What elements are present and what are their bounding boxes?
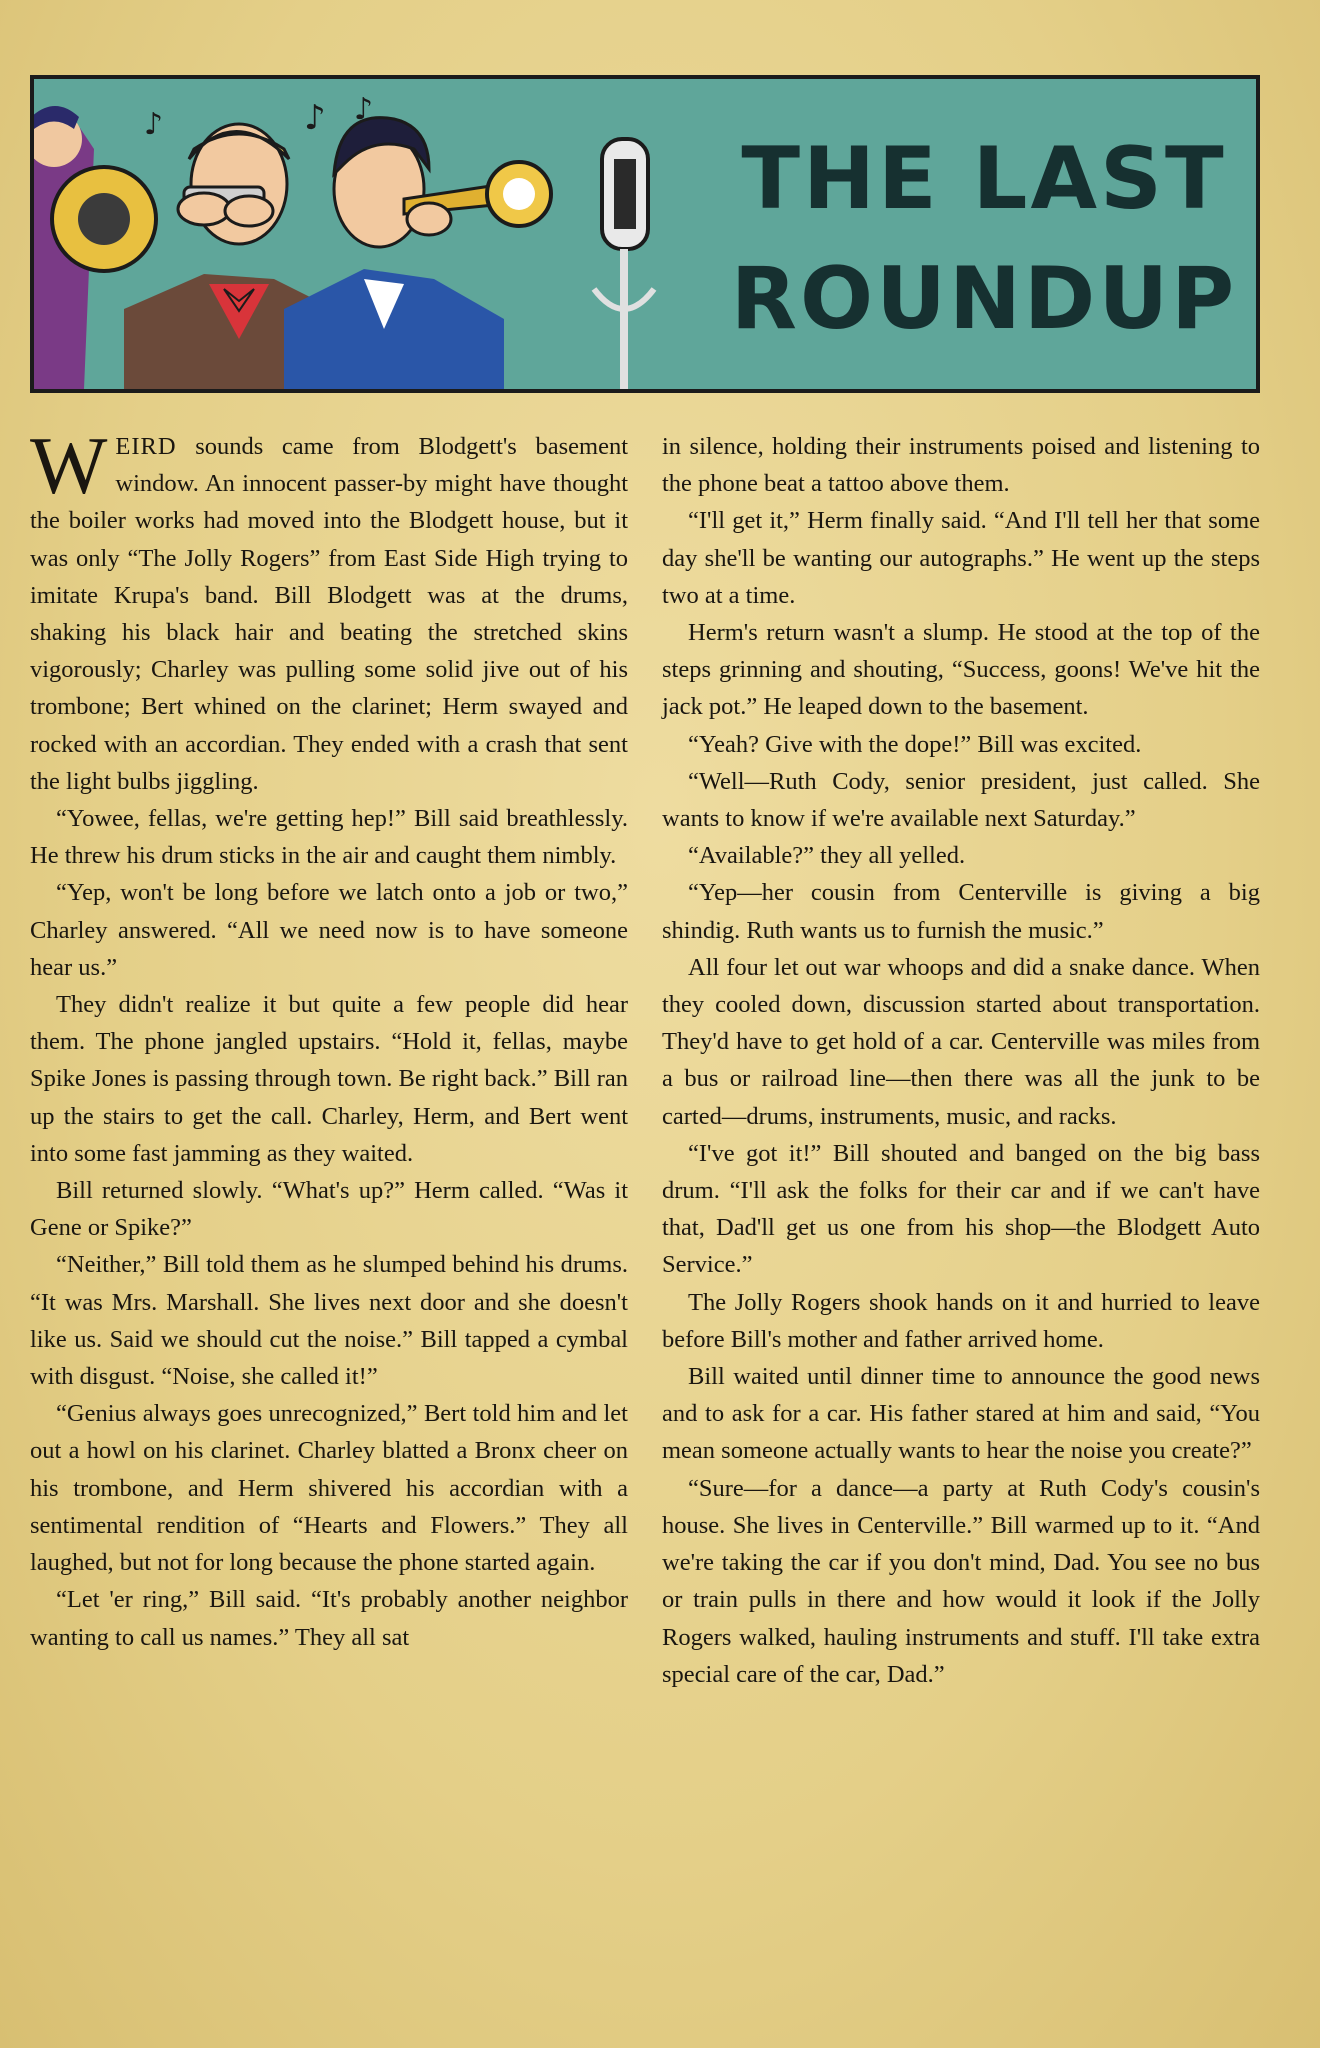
paragraph: “Yowee, fellas, we're getting hep!” Bill said breathlessly. He threw his drum sticks in the air and caught them nimbly.	[30, 805, 628, 870]
paragraph: “I've got it!” Bill shouted and banged on the big bass drum. “I'll ask the folks for their car and if we can't have that, Dad'll get us one from his shop—the Blodgett Auto Service.”	[662, 1139, 1260, 1279]
paragraph: “Available?” they all yelled.	[688, 842, 966, 870]
paragraph: “Yeah? Give with the dope!” Bill was excited.	[688, 730, 1142, 758]
svg-text:♪: ♪	[304, 98, 326, 138]
paragraph: Bill waited until dinner time to announce the good news and to ask for a car. His father stared at him and said, “You mean someone actually wants to hear the noise you create?”	[662, 1363, 1260, 1465]
paragraph: “Genius always goes unrecognized,” Bert told him and let out a howl on his clarinet. Charley blatted a Bronx cheer on his trombone, and Herm shivered his accordian with a sentimental rendition of “Hearts and Flowers.” They all laughed, but not for long because the phone started again.	[30, 1400, 628, 1577]
paragraph: They didn't realize it but quite a few people did hear them. The phone jangled upstairs. “Hold it, fellas, maybe Spike Jones is passing through town. Be right back.” Bill ran up the stairs to get the call. Charley, Herm, and Bert went into some fast jamming as they waited.	[30, 991, 628, 1167]
svg-text:♪: ♪	[144, 107, 164, 142]
paragraph: “Let 'er ring,” Bill said. “It's probably another neighbor wanting to call us names.” They all sat	[30, 1586, 628, 1651]
title-line-2: ROUNDUP	[730, 249, 1238, 349]
paragraph: The Jolly Rogers shook hands on it and hurried to leave before Bill's mother and father arrived home.	[662, 1288, 1260, 1353]
paragraph: “Yep—her cousin from Centerville is giving a big shindig. Ruth wants us to furnish the music.”	[662, 879, 1260, 944]
svg-text:♪: ♪	[354, 92, 374, 127]
right-column	[662, 428, 1260, 1693]
paragraph: “Yep, won't be long before we latch onto a job or two,” Charley answered. “All we need now is to have someone hear us.”	[30, 879, 628, 981]
paragraph: “I'll get it,” Herm finally said. “And I'll tell her that some day she'll be wanting our autographs.” He went up the steps two at a time.	[662, 507, 1260, 609]
title-line-1: THE LAST	[741, 129, 1227, 229]
paragraph: All four let out war whoops and did a snake dance. When they cooled down, discussion started about transportation. They'd have to get hold of a car. Centerville was miles from a bus or railroad line—then there was all the junk to be carted—drums, instruments, music, and racks.	[662, 953, 1260, 1130]
paragraph: “Well—Ruth Cody, senior president, just called. She wants to know if we're available next Saturday.”	[662, 767, 1260, 833]
paragraph: Herm's return wasn't a slump. He stood at the top of the steps grinning and shouting, “Success, goons! We've hit the jack pot.” He leaped down to the basement.	[662, 619, 1260, 721]
band-illustration	[34, 79, 694, 389]
paragraph: “Sure—for a dance—a party at Ruth Cody's cousin's house. She lives in Centerville.” Bill warmed up to it. “And we're taking the car if you don't mind, Dad. You see no bus or train pulls in there and how would it look if the Jolly Rogers walked, hauling instruments and stuff. I'll take extra special care of the car, Dad.”	[662, 1474, 1260, 1688]
drop-cap: W	[30, 420, 108, 511]
drop-cap-tail: EIRD	[115, 433, 177, 460]
left-column	[30, 420, 628, 1656]
paragraph-text: sounds came from Blodgett's basement window. An innocent passer-by might have thought the boiler works had moved into the Blodgett house, but it was only “The Jolly Rogers” from East Side High trying to imitate Krupa's band. Bill Blodgett was at the drums, shaking his black hair and beating the stretched skins vigorously; Charley was pulling some solid jive out of his trombone; Bert whined on the clarinet; Herm swayed and rocked with an accordian. They ended with a crash that sent the light bulbs jiggling.	[30, 433, 628, 795]
paragraph	[30, 420, 628, 800]
paragraph: “Neither,” Bill told them as he slumped behind his drums. “It was Mrs. Marshall. She lives next door and she doesn't like us. Said we should cut the noise.” Bill tapped a cymbal with disgust. “Noise, she called it!”	[30, 1251, 628, 1391]
title-banner	[30, 75, 1260, 393]
paragraph: in silence, holding their instruments poised and listening to the phone beat a tattoo above them.	[662, 433, 1260, 498]
story-title	[714, 119, 1254, 359]
paragraph: Bill returned slowly. “What's up?” Herm called. “Was it Gene or Spike?”	[30, 1177, 628, 1242]
